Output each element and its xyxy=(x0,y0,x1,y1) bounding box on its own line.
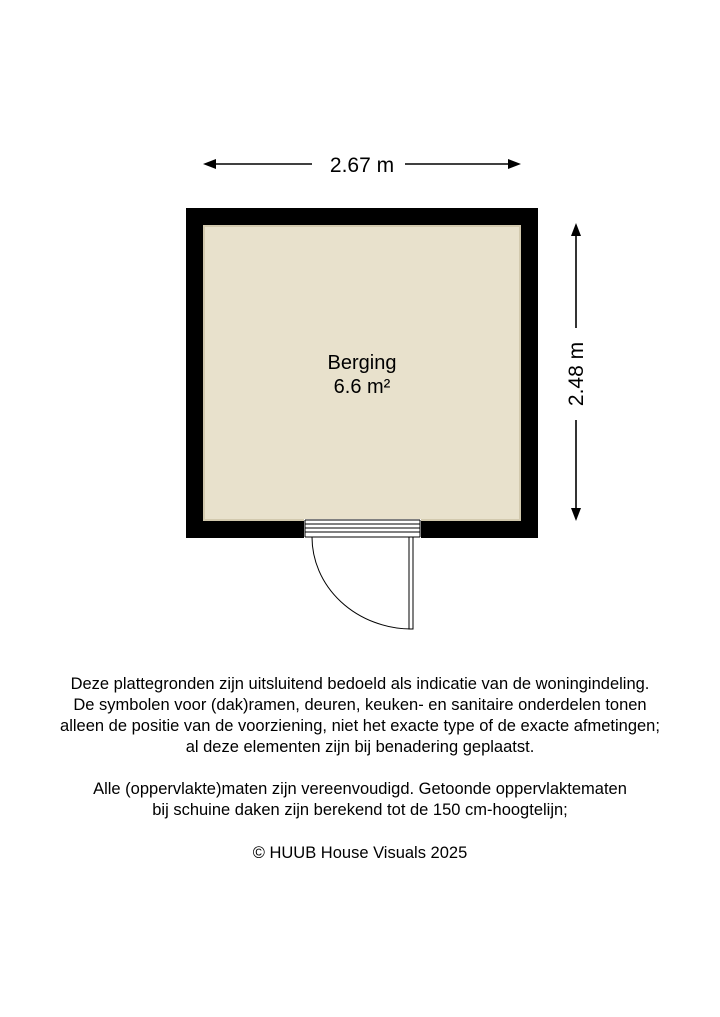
room-berging xyxy=(186,208,538,629)
door-opening xyxy=(304,519,421,539)
door-swing-arc xyxy=(312,537,411,629)
room-area: 6.6 m² xyxy=(333,376,391,398)
disclaimer-line: alleen de positie van de voorziening, niet het exacte type of de exacte afmetingen; xyxy=(60,717,660,735)
disclaimer-paragraph-1 xyxy=(0,674,720,758)
width-dimension-label: 2.67 m xyxy=(329,154,395,177)
door-leaf xyxy=(409,537,413,629)
width-dimension xyxy=(203,154,521,177)
room-name: Berging xyxy=(327,352,397,374)
copyright-text: © HUUB House Visuals 2025 xyxy=(252,844,468,862)
width-arrow-left-icon xyxy=(203,159,216,169)
copyright-notice xyxy=(0,843,720,864)
disclaimer-line: Deze plattegronden zijn uitsluitend bedoeld als indicatie van de woningindeling. xyxy=(70,675,650,693)
disclaimer-line: bij schuine daken zijn berekend tot de 150 cm-hoogtelijn; xyxy=(152,801,568,819)
height-dimension xyxy=(565,223,588,521)
disclaimer-paragraph-2 xyxy=(0,779,720,821)
disclaimer-line: De symbolen voor (dak)ramen, deuren, keuken- en sanitaire onderdelen tonen xyxy=(73,696,647,714)
height-arrow-bottom-icon xyxy=(571,508,581,521)
width-arrow-right-icon xyxy=(508,159,521,169)
height-arrow-top-icon xyxy=(571,223,581,236)
height-dimension-label: 2.48 m xyxy=(565,341,588,407)
disclaimer-line: Alle (oppervlakte)maten zijn vereenvoudigd. Getoonde oppervlaktematen xyxy=(93,780,627,798)
disclaimer-line: al deze elementen zijn bij benadering geplaatst. xyxy=(185,738,535,756)
